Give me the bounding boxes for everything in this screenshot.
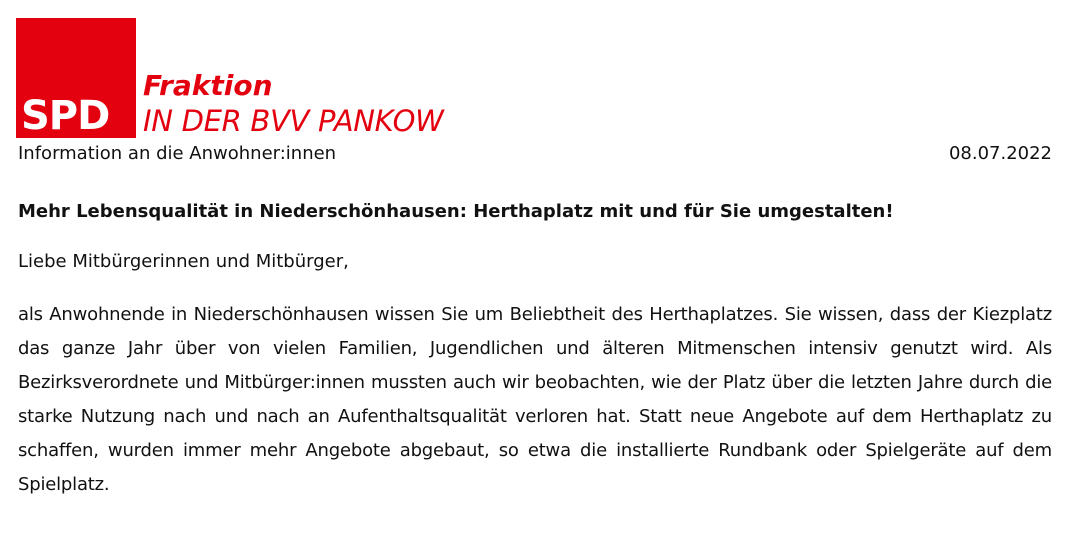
- logo-fraktion-text: Fraktion: [143, 69, 273, 102]
- spd-logo: [16, 18, 136, 138]
- body-paragraph: als Anwohnende in Niederschönhausen wissen Sie um Beliebtheit des Herthaplatzes. Sie wissen, dass der Kiezplatz das ganze Jahr über von vielen Familien, Jugendlichen und älteren Mitmenschen intensiv genutzt wird. Als Bezirksverordnete und Mitbürger:innen mussten auch wir beobachten, wie der Platz über die letzten Jahre durch die starke Nutzung nach und nach an Aufenthaltsqualität verloren hat. Statt neue Angebote auf dem Herthaplatz zu schaffen, wurden immer mehr Angebote abgebaut, so etwa die installierte Rundbank oder Spielgeräte auf dem Spielplatz.: [18, 304, 1052, 495]
- logo-bvv-pankow-text: IN DER BVV PANKOW: [143, 104, 444, 138]
- document-date: 08.07.2022: [948, 143, 1052, 164]
- salutation: Liebe Mitbürgerinnen und Mitbürger,: [18, 251, 349, 272]
- spd-logo-text: SPD: [21, 93, 110, 139]
- headline: Mehr Lebensqualität in Niederschönhausen: Herthaplatz mit und für Sie umgestalten!: [18, 201, 894, 222]
- info-line: Information an die Anwohner:innen: [18, 143, 337, 164]
